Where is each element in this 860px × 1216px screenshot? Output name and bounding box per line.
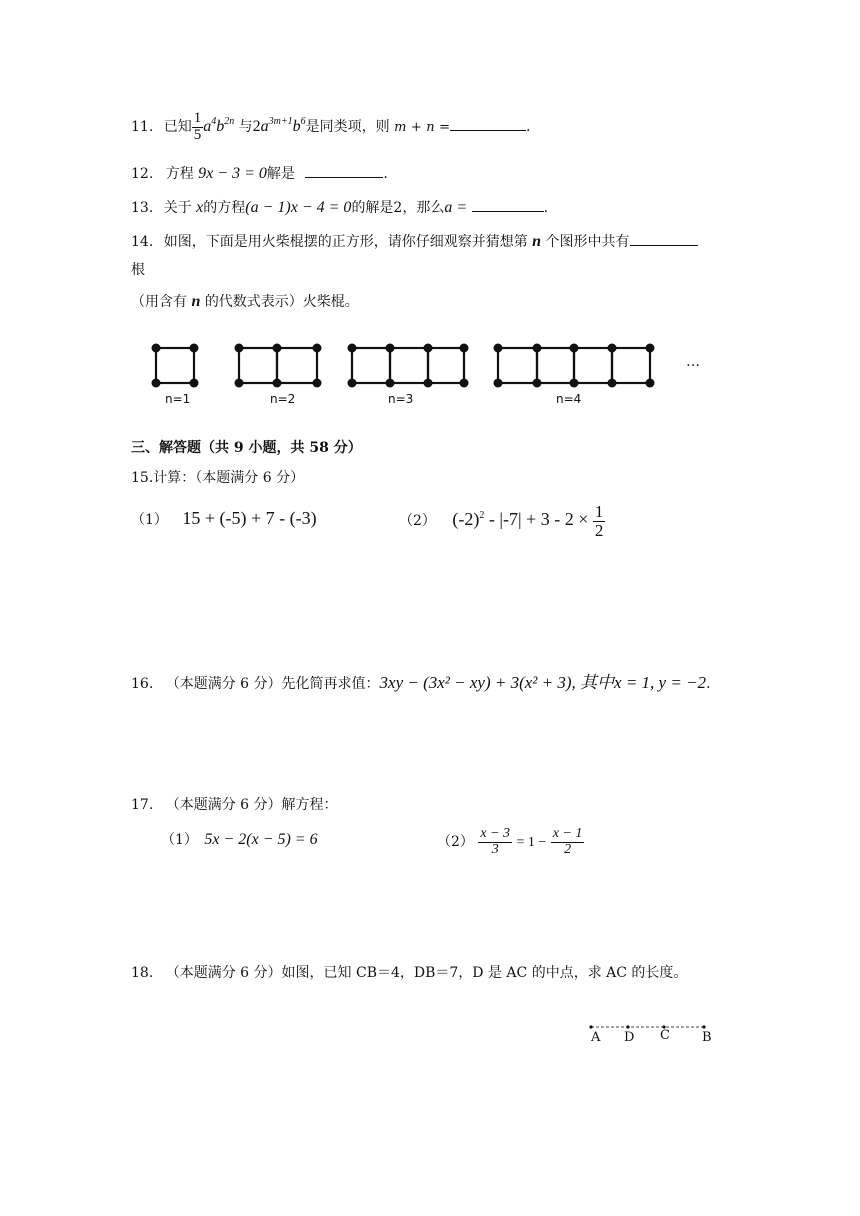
part-label: （1） — [131, 512, 168, 528]
period: . — [383, 166, 388, 182]
question-text: 如图，下面是用火柴棍摆的正方形，请你仔细观察并猜想第 — [163, 234, 528, 250]
fraction-one-fifth: $\frac{1}{5}$ — [193, 109, 202, 143]
point-label-d: D — [624, 1030, 635, 1045]
variable-m: m — [394, 120, 407, 135]
period: . — [706, 676, 711, 692]
question-text: 个图形中共有 — [545, 234, 630, 250]
equation: (a − 1)x − 4 = 0 — [245, 199, 352, 216]
question-text: 根 — [131, 262, 145, 278]
monomial-b: $2a^{3m+1}b^6$ — [252, 116, 306, 135]
variable-n: n — [426, 120, 435, 135]
square — [574, 348, 612, 383]
square — [537, 348, 574, 383]
part-label: （2） — [437, 834, 474, 850]
question-text: （本题满分 6 分）先化简再求值： — [165, 676, 380, 692]
question-17 — [131, 793, 338, 817]
segment-figure — [585, 1020, 715, 1034]
question-text: 关于 — [163, 200, 192, 216]
question-text: 的解是2，那么 — [351, 200, 445, 216]
question-16 — [131, 670, 711, 696]
equation: 9x − 3 = 0 — [198, 165, 267, 182]
period: . — [525, 119, 531, 135]
figure-label: n=1 — [165, 392, 191, 406]
square — [352, 348, 390, 383]
square — [390, 348, 428, 383]
question-text: 的代数式表示）火柴棍。 — [204, 294, 359, 310]
point-label-b: B — [702, 1030, 712, 1045]
answer-blank[interactable] — [450, 130, 526, 131]
question-text: （本题满分 6 分）解方程： — [165, 797, 338, 813]
square — [277, 348, 317, 383]
question-18 — [131, 961, 687, 985]
expression: 15 + (-5) + 7 - (-3) — [182, 508, 317, 528]
answer-blank[interactable] — [472, 211, 544, 212]
expression: $(-2)^2 - |-7| + 3 - 2$ × — [452, 509, 589, 529]
question-15-title: 15.计算：（本题满分 6 分） — [131, 470, 305, 486]
question-11 — [131, 104, 530, 150]
question-17-part1 — [161, 828, 318, 852]
answer-blank[interactable] — [305, 177, 383, 178]
section-title: 三、解答题（共 9 小题，共 58 分） — [131, 440, 362, 456]
question-text: 与 — [238, 119, 253, 135]
square — [428, 348, 464, 383]
ellipsis: … — [686, 354, 700, 370]
square — [612, 348, 650, 383]
question-number: 17. — [131, 797, 154, 813]
question-number: 11. — [131, 119, 154, 135]
question-number: 13. — [131, 200, 154, 216]
point-d — [626, 1025, 629, 1028]
question-15-part1 — [131, 506, 317, 530]
equation: 5x − 2(x − 5) = 6 — [204, 831, 318, 848]
question-text: 已知 — [163, 119, 192, 135]
answer-blank[interactable] — [630, 245, 698, 246]
figure-label: n=2 — [270, 392, 296, 406]
question-text: 解是 — [266, 166, 295, 182]
period: . — [543, 200, 549, 216]
variable-n: n — [191, 293, 201, 310]
question-17-part2 — [437, 822, 584, 862]
question-text: （本题满分 6 分）如图，已知 CB＝4，DB＝7，D 是 AC 的中点，求 AC 的长度。 — [165, 965, 688, 981]
equals-sign: = — [439, 120, 450, 135]
part-label: （1） — [161, 832, 198, 848]
plus-sign: + — [410, 120, 422, 135]
expression: 3xy − (3x² − xy) + 3(x² + 3), 其中x = 1, y = −2 — [379, 673, 707, 692]
figure-label: n=4 — [556, 392, 582, 406]
square — [156, 348, 194, 383]
question-number: 12. — [131, 166, 154, 182]
question-number: 18. — [131, 965, 154, 981]
question-text: 的方程 — [203, 200, 246, 216]
point-b — [702, 1025, 705, 1028]
question-text: （用含有 — [131, 294, 187, 310]
point-a — [589, 1025, 592, 1028]
fraction-one-half: $\frac{1}{2}$ — [594, 501, 604, 540]
question-14-line3 — [131, 290, 359, 314]
answer-variable: a = — [444, 199, 468, 216]
question-number: 16. — [131, 676, 154, 692]
monomial-a: $a^4b^{2n}$ — [203, 116, 235, 135]
question-text: 方程 — [165, 166, 194, 182]
square — [239, 348, 277, 383]
fraction: $\frac{x - 3}{3}$ — [480, 825, 511, 857]
point-label-a: A — [591, 1030, 601, 1045]
square — [498, 348, 537, 383]
point-label-c: C — [660, 1028, 670, 1043]
question-13 — [131, 196, 548, 220]
equation-middle: = 1 − — [516, 835, 547, 850]
figure-label: n=3 — [388, 392, 414, 406]
question-12 — [131, 162, 388, 186]
part-label: （2） — [399, 513, 436, 529]
question-number: 14. — [131, 234, 154, 250]
question-text: 是同类项，则 — [305, 119, 390, 135]
matchstick-figure — [140, 332, 720, 412]
question-15-part2 — [399, 498, 605, 540]
question-14-line1 — [131, 230, 698, 254]
variable-x: x — [196, 199, 204, 216]
variable-n: n — [532, 233, 542, 250]
fraction: $\frac{x - 1}{2}$ — [552, 825, 583, 857]
